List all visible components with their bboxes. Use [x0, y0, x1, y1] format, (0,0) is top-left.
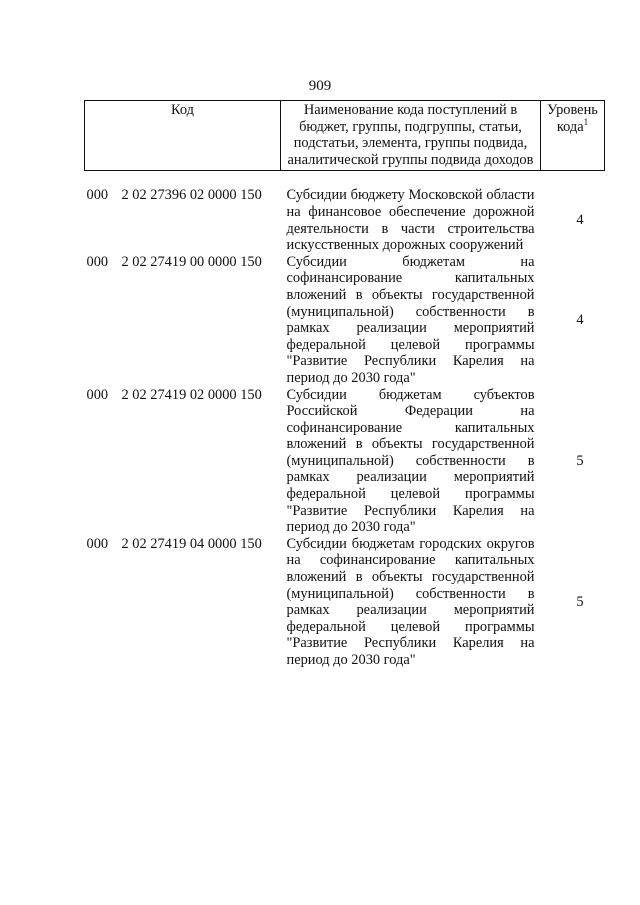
- revenue-name: Субсидии бюджетам субъектов Российской Федерации на софинансирование капитальных вложений в объекты государственной (муниципальной) собственности в рамках реализации мероприятий федеральной целевой программы "Развитие Республики Карелия на период до 2030 года": [286, 386, 535, 536]
- code-level: 4: [576, 212, 584, 229]
- code-level: 5: [576, 452, 584, 469]
- header-level-footnote: 1: [583, 116, 589, 127]
- page-number: 909: [308, 78, 332, 94]
- table-header-row: [85, 101, 605, 171]
- header-level-label: Уровень кода: [547, 102, 598, 135]
- code-cell: [85, 254, 281, 387]
- admin-code: 000: [86, 187, 109, 204]
- code-cell: [85, 536, 281, 669]
- revenue-name: Субсидии бюджетам городских округов на софинансирование капитальных вложений в объекты государственной (муниципальной) собственности в рамках реализации мероприятий федеральной целевой программы "Развитие Республики Карелия на период до 2030 года": [286, 535, 535, 668]
- code-cell: [85, 387, 281, 536]
- admin-code: 000: [86, 253, 109, 270]
- header-level: [541, 101, 605, 171]
- spacer-row: [85, 171, 605, 188]
- revenue-name: Субсидии бюджетам на софинансирование капитальных вложений в объекты государственной (муниципальной) собственности в рамках реализации мероприятий федеральной целевой программы "Развитие Республики Карелия на период до 2030 года": [286, 253, 535, 386]
- code-cell: [85, 187, 281, 253]
- revenue-code: 2 02 27419 04 0000 150: [121, 535, 262, 552]
- code-level: 4: [576, 311, 584, 328]
- admin-code: 000: [86, 535, 109, 552]
- revenue-code: 2 02 27419 00 0000 150: [121, 253, 262, 270]
- admin-code: 000: [86, 386, 109, 403]
- code-level: 5: [576, 593, 584, 610]
- table-row: [85, 536, 605, 669]
- table-row: [85, 187, 605, 253]
- revenue-code: 2 02 27396 02 0000 150: [121, 187, 262, 204]
- table-row: [85, 387, 605, 536]
- header-name: Наименование кода поступлений в бюджет, группы, подгруппы, статьи, подстатьи, элемента, группы подвида, аналитической группы подвида доходов: [281, 101, 541, 171]
- header-code: Код: [85, 101, 281, 171]
- revenue-code: 2 02 27419 02 0000 150: [121, 386, 262, 403]
- revenue-code-table: [84, 100, 605, 669]
- table-row: [85, 254, 605, 387]
- revenue-name: Субсидии бюджету Московской области на финансовое обеспечение дорожной деятельности в части строительства искусственных дорожных сооружений: [286, 187, 535, 254]
